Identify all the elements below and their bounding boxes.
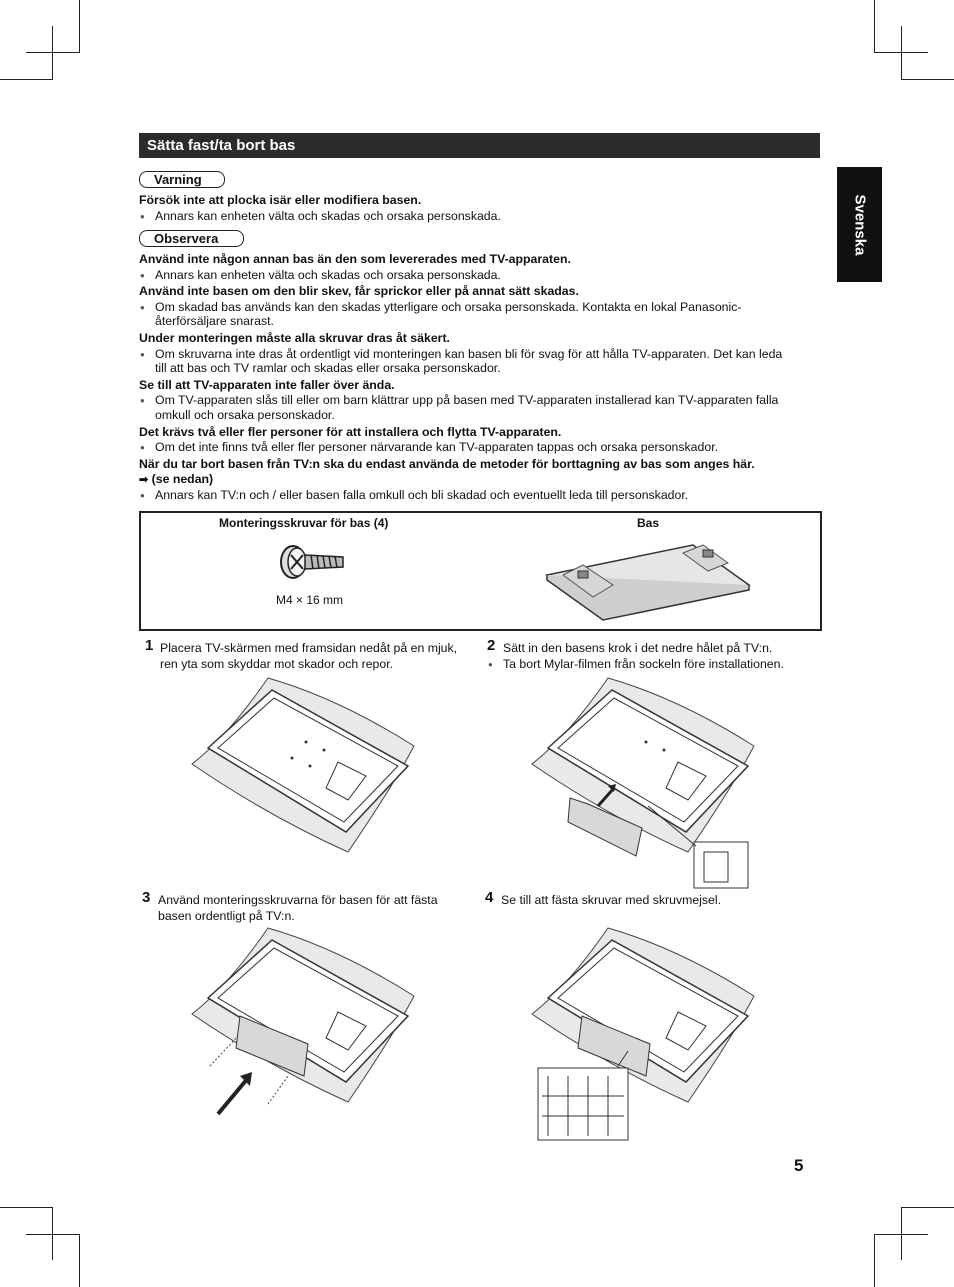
crop-mark: [901, 79, 954, 80]
step-2-number: 2: [487, 637, 496, 654]
caution-bullet-4: ● Om TV-apparaten slås till eller om barn klättrar upp på basen med TV-apparaten installerad kan TV-apparaten falla: [155, 393, 778, 408]
language-tab: [837, 167, 882, 282]
caution-bullet-1: ● Annars kan enheten välta och skadas och orsaka personskada.: [155, 268, 501, 283]
language-tab-label: Svenska: [851, 194, 868, 255]
base-label: Bas: [637, 516, 660, 530]
crop-mark: [79, 1234, 80, 1287]
arrow-right-icon: ➡: [139, 474, 149, 486]
caution-bullet-3-cont: till att bas och TV ramlar och skadas eller orsaka personskador.: [155, 361, 501, 375]
screw-icon: [277, 541, 347, 583]
step-4-text-line1: Se till att fästa skruvar med skruvmejsel.: [501, 893, 722, 907]
caution-bullet-2-cont: återförsäljare snarast.: [155, 314, 274, 328]
caution-heading-2: Använd inte basen om den blir skev, får sprickor eller på annat sätt skadas.: [139, 284, 579, 298]
caution-bullet-5: ● Om det inte finns två eller fler personer närvarande kan TV-apparaten tappas och orsaka personskador.: [155, 440, 718, 455]
step-1-illustration: [188, 676, 420, 854]
caution-bullet-3: ● Om skruvarna inte dras åt ordentligt vid monteringen kan basen bli för svag för att hålla TV-apparaten. Det kan leda: [155, 347, 782, 362]
screw-size: M4 × 16 mm: [276, 593, 344, 607]
warning-bullet: ● Annars kan enheten välta och skadas och orsaka personskada.: [155, 209, 501, 224]
crop-mark: [0, 79, 53, 80]
step-1-text-line1: Placera TV-skärmen med framsidan nedåt på en mjuk,: [160, 641, 458, 655]
crop-mark: [26, 52, 80, 53]
step-2-illustration: [528, 676, 760, 890]
caution-bullet-6: ● Annars kan TV:n och / eller basen falla omkull och bli skadad och eventuellt leda till personskador.: [155, 488, 688, 503]
crop-mark: [874, 1234, 875, 1287]
crop-mark: [26, 1234, 80, 1235]
crop-mark: [901, 1207, 954, 1208]
section-title: Sätta fast/ta bort bas: [147, 137, 296, 154]
crop-mark: [874, 1234, 928, 1235]
crop-mark: [79, 0, 80, 53]
step-2-text-line1: Sätt in den basens krok i det nedre hålet på TV:n.: [503, 641, 773, 655]
caution-bullet-2: ● Om skadad bas används kan den skadas ytterligare och orsaka personskada. Kontakta en lokal Panasonic-: [155, 300, 742, 315]
crop-mark: [0, 1207, 53, 1208]
caution-ref-text: (se nedan): [151, 472, 214, 486]
step-1-number: 1: [145, 637, 154, 654]
step-1-text-line2: ren yta som skyddar mot skador och repor.: [160, 657, 394, 671]
screws-label: Monteringsskruvar för bas (4): [219, 516, 389, 530]
caution-heading-5: Det krävs två eller fler personer för att installera och flytta TV-apparaten.: [139, 425, 562, 439]
caution-ref: [139, 472, 213, 488]
step-4-number: 4: [485, 889, 494, 906]
step-3-number: 3: [142, 889, 151, 906]
warning-label: Varning: [139, 171, 225, 188]
caution-heading-6: När du tar bort basen från TV:n ska du endast använda de metoder för borttagning av bas som anges här.: [139, 457, 755, 471]
caution-heading-4: Se till att TV-apparaten inte faller över ända.: [139, 378, 395, 392]
page-number: 5: [794, 1156, 804, 1175]
caution-bullet-4-cont: omkull och orsaka personskador.: [155, 408, 335, 422]
caution-heading-3: Under monteringen måste alla skruvar dras åt säkert.: [139, 331, 450, 345]
step-3-illustration: [188, 926, 420, 1116]
base-stand-icon: [543, 535, 753, 621]
step-3-text-line2: basen ordentligt på TV:n.: [158, 909, 295, 923]
warning-heading: Försök inte att plocka isär eller modifiera basen.: [139, 193, 422, 207]
supplied-parts-box: [139, 511, 822, 631]
step-3-text-line1: Använd monteringsskruvarna för basen för att fästa: [158, 893, 438, 907]
caution-label: Observera: [139, 230, 244, 247]
caution-heading-1: Använd inte någon annan bas än den som levererades med TV-apparaten.: [139, 252, 571, 266]
crop-mark: [874, 52, 928, 53]
step-4-illustration: [528, 926, 760, 1142]
step-2-bullet: ● Ta bort Mylar-filmen från sockeln före installationen.: [503, 657, 784, 672]
section-title-bar: [139, 133, 820, 158]
crop-mark: [874, 0, 875, 53]
